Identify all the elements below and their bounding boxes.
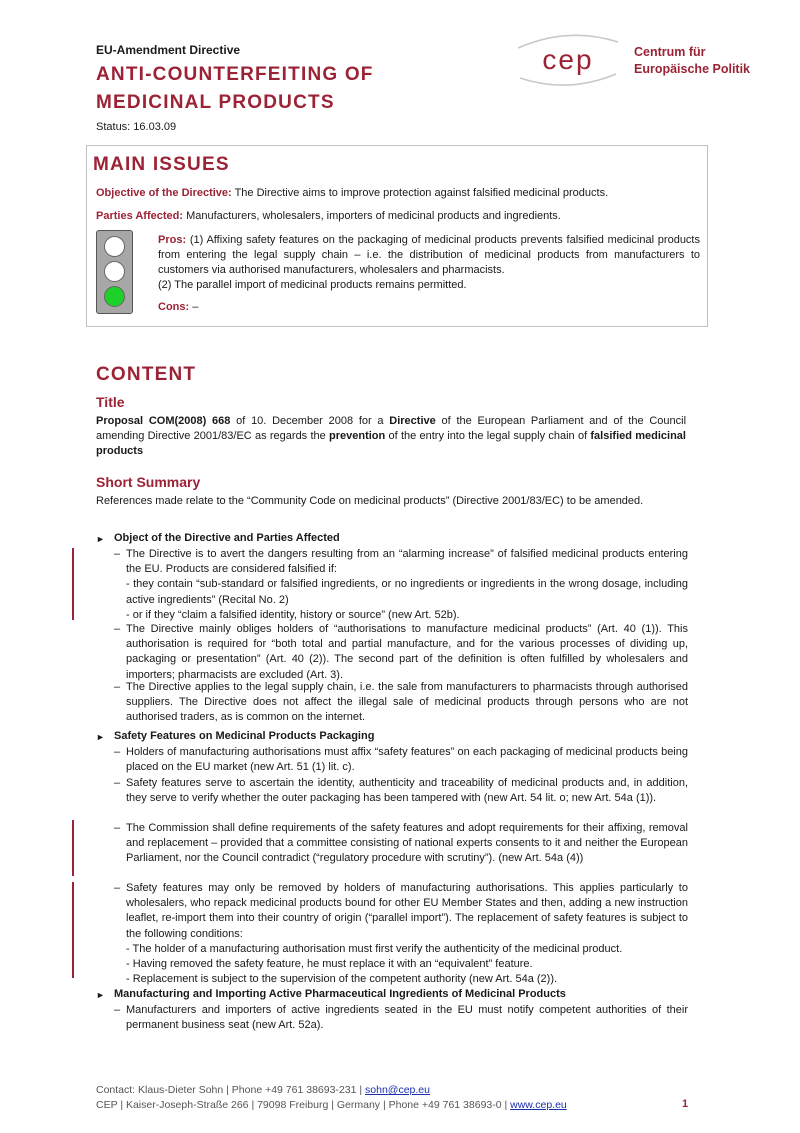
section-arrow-icon: ► xyxy=(96,990,105,1000)
content-heading: CONTENT xyxy=(96,364,197,385)
list-item xyxy=(114,745,688,775)
main-issues-heading: MAIN ISSUES xyxy=(93,154,230,175)
list-sub-item: - The holder of a manufacturing authorisation must first verify the authenticity of the medicinal product. xyxy=(126,942,623,955)
change-marker xyxy=(72,548,74,620)
change-marker xyxy=(72,882,74,978)
dash-bullet: – xyxy=(114,882,121,894)
list-item-text: Safety features may only be removed by holders of manufacturing authorisations. This applies particularly to wholesalers, who repack medicinal products bound for other EU Member States and then, adding a new instruction leaflet, re-import them into their country of origin (“parallel import”). The replacement of safety features is subject to the following conditions: xyxy=(126,882,688,940)
traffic-light-red-lamp xyxy=(104,236,125,257)
dash-bullet: – xyxy=(114,777,121,789)
proposal-directive: Directive xyxy=(389,415,436,427)
logo-name-line2: Europäische Politik xyxy=(634,62,751,76)
list-item xyxy=(114,821,688,867)
list-item-text: The Commission shall define requirements of the safety features and adopt requirements for their affixing, removal and replacement – provided that a committee consisting of national experts consents to it and neither the European Parliament, nor the Council contradict (“regulatory procedure with scrutiny”). (new Art. 54a (4)) xyxy=(126,822,688,865)
dash-bullet: – xyxy=(114,746,121,758)
traffic-light-green-lamp xyxy=(104,286,125,307)
section-safety-header xyxy=(0,730,800,746)
proposal-paragraph xyxy=(96,414,686,459)
list-item xyxy=(114,622,688,683)
proposal-reference: Proposal COM(2008) 668 xyxy=(96,415,231,427)
cep-logo xyxy=(508,30,628,88)
list-item xyxy=(114,547,688,623)
section-manufacturing-header xyxy=(0,988,800,1004)
list-sub-item: - Replacement is subject to the supervision of the competent authority (new Art. 54a (2)). xyxy=(126,973,558,986)
pros-text: (1) Affixing safety features on the packaging of medicinal products prevents falsified medicinal products from entering the legal supply chain – i.e. the distribution of medicinal products from manufacturers to customers via authorised manufacturers, wholesalers and pharmacists. xyxy=(158,234,700,276)
section-arrow-icon: ► xyxy=(96,732,105,742)
footer xyxy=(96,1083,567,1113)
proposal-text-1: of 10. December 2008 for a xyxy=(230,415,390,427)
document-title-line1: ANTI-COUNTERFEITING OF xyxy=(96,64,374,85)
list-item-text: The Directive applies to the legal supply chain, i.e. the sale from manufacturers to pharmacists through authorised suppliers. The Directive does not affect the illegal sale of medicinal products through persons who are not authorised traders, as is common on the internet. xyxy=(126,681,688,724)
list-item-text: Safety features serve to ascertain the identity, authenticity and traceability of medicinal products and, in addition, they serve to verify whether the outer packaging has been tampered with (new Art. 54 lit. o; new Art. 54a (1)). xyxy=(126,777,688,805)
footer-contact-line xyxy=(96,1083,567,1098)
page-number: 1 xyxy=(682,1098,689,1110)
parties-line xyxy=(96,209,696,224)
objective-text: The Directive aims to improve protection against falsified medicinal products. xyxy=(231,187,609,199)
dash-bullet: – xyxy=(114,548,121,560)
list-item xyxy=(114,881,688,987)
footer-website-link[interactable]: www.cep.eu xyxy=(510,1099,567,1111)
list-item-text: Holders of manufacturing authorisations must affix “safety features” on each packaging of medicinal products being placed on the EU market (new Art. 51 (1) lit. c). xyxy=(126,746,688,774)
list-item-text: The Directive mainly obliges holders of “authorisations to manufacture medicinal products” (Art. 40 (1)). This authorisation is required for “both total and partial manufacture, and for the various processes of dividing up, packaging or presentation” (Art. 40 (2)). The second part of the definition is often fulfilled by wholesalers and importers; pharmacists are excluded (Art. 3). xyxy=(126,623,688,681)
title-heading: Title xyxy=(96,394,125,410)
change-marker xyxy=(72,820,74,876)
logo-mark: cep xyxy=(542,44,594,75)
parties-label: Parties Affected: xyxy=(96,210,184,222)
short-summary-heading: Short Summary xyxy=(96,474,201,490)
section-arrow-icon: ► xyxy=(96,534,105,544)
list-item xyxy=(114,776,688,806)
list-sub-item: - they contain “sub-standard or falsified ingredients, or no ingredients or ingredients in the wrong dosage, including active ingredients” (Recital No. 2) xyxy=(126,578,688,606)
dash-bullet: – xyxy=(114,623,121,635)
proposal-prevention: prevention xyxy=(329,430,386,442)
section-title: Manufacturing and Importing Active Pharmaceutical Ingredients of Medicinal Products xyxy=(114,988,566,1000)
list-sub-item: - Having removed the safety feature, he must replace it with an “equivalent” feature. xyxy=(126,958,533,971)
pros-line xyxy=(158,233,700,278)
section-title: Safety Features on Medicinal Products Packaging xyxy=(114,730,375,742)
objective-line xyxy=(96,186,696,201)
cons-text: – xyxy=(189,301,199,313)
proposal-text-3: of the entry into the legal supply chain of xyxy=(385,430,591,442)
list-sub-item: - or if they “claim a falsified identity, history or source” (new Art. 52b). xyxy=(126,608,460,621)
cons-label: Cons: xyxy=(158,301,190,313)
list-item xyxy=(114,1003,688,1033)
parties-text: Manufacturers, wholesalers, importers of medicinal products and ingredients. xyxy=(183,210,561,222)
logo-name xyxy=(634,44,750,78)
logo-name-line1: Centrum für xyxy=(634,45,706,59)
cons-line xyxy=(158,300,700,315)
pros-label: Pros: xyxy=(158,234,187,246)
dash-bullet: – xyxy=(114,822,121,834)
footer-address-text: CEP | Kaiser-Joseph-Straße 266 | 79098 Freiburg | Germany | Phone +49 761 38693-0 | xyxy=(96,1099,511,1111)
traffic-light-icon xyxy=(96,230,133,314)
dash-bullet: – xyxy=(114,1004,121,1016)
logo-arc-bottom xyxy=(520,74,616,85)
list-item-text: Manufacturers and importers of active ingredients seated in the EU must notify competent authorities of their permanent business seat (new Art. 52a). xyxy=(126,1004,688,1032)
list-item xyxy=(114,680,688,726)
pros-line-2: (2) The parallel import of medicinal products remains permitted. xyxy=(158,279,467,291)
footer-email-link[interactable]: sohn@cep.eu xyxy=(365,1084,430,1096)
document-kicker: EU-Amendment Directive xyxy=(96,43,241,57)
references-paragraph: References made relate to the “Community Code on medicinal products” (Directive 2001/83/EC) to be amended. xyxy=(96,495,644,507)
footer-contact-text: Contact: Klaus-Dieter Sohn | Phone +49 761 38693-231 | xyxy=(96,1084,366,1096)
proposal-falsified: falsified medicinal products xyxy=(96,430,686,457)
footer-address-line xyxy=(96,1098,567,1113)
section-title: Object of the Directive and Parties Affected xyxy=(114,532,340,544)
document-title-line2: MEDICINAL PRODUCTS xyxy=(96,92,335,113)
proposal-text-2: of the European Parliament and of the Council amending Directive 2001/83/EC as regards the xyxy=(96,415,687,442)
objective-label: Objective of the Directive: xyxy=(96,187,232,199)
dash-bullet: – xyxy=(114,681,121,693)
traffic-light-amber-lamp xyxy=(104,261,125,282)
section-object-header xyxy=(0,532,800,548)
list-item-text: The Directive is to avert the dangers resulting from an “alarming increase” of falsified medicinal products entering the EU. Products are considered falsified if: xyxy=(126,548,688,576)
document-status: Status: 16.03.09 xyxy=(96,121,177,133)
